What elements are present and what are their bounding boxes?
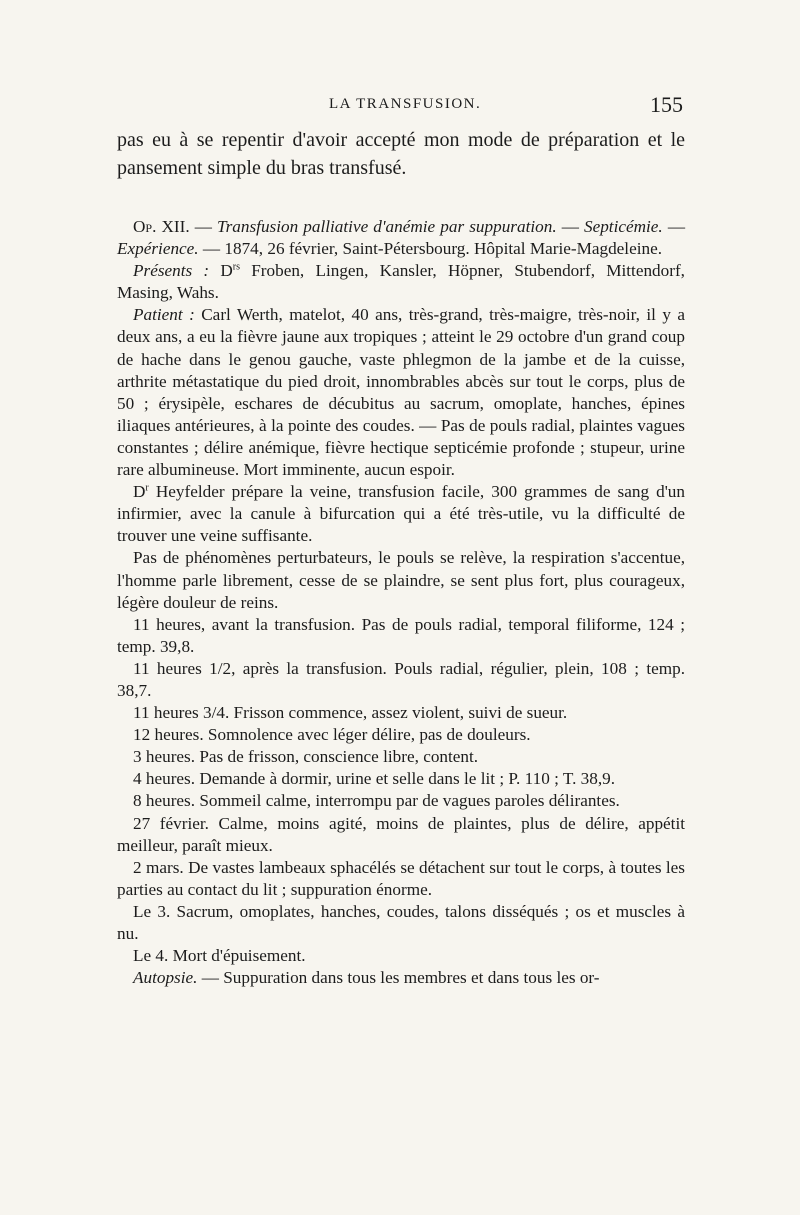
paragraph: Le 3. Sacrum, omoplates, hanches, coudes, talons disséqués ; os et muscles à nu.: [117, 901, 685, 943]
intro-paragraph: [117, 126, 685, 182]
observation-title: Transfusion palliative d'anémie par suppuration.: [217, 217, 557, 236]
paragraph: Le 4. Mort d'épuisement.: [133, 946, 306, 966]
patient-label: Patient :: [133, 305, 195, 325]
patient-text: Carl Werth, matelot, 40 ans, très-grand, très-maigre, très-noir, il y a deux ans, a eu la fièvre jaune aux tropiques ; atteint le 29 octobre d'un grand coup de hache dans le genou gauche, vaste phlegmon de la jambe et de la cuisse, arthrite métastatique du pied droit, innombrables abcès sur tout le corps, plus de 50 ; érysipèle, eschares de décubitus au sacrum, omoplate, hanches, épines iliaques antérieures, à la pointe des coudes. — Pas de pouls radial, plaintes vagues constantes ; délire anémique, fièvre hectique septicémie profonde ; stupeur, urine rare albumineuse. Mort imminente, aucun espoir.: [117, 305, 685, 480]
paragraph: 4 heures. Demande à dormir, urine et selle dans le lit ; P. 110 ; T. 38,9.: [133, 769, 616, 789]
observation-xii: [117, 216, 685, 989]
paragraph: 8 heures. Sommeil calme, interrompu par de vagues paroles délirantes.: [133, 791, 620, 811]
running-title: LA TRANSFUSION.: [329, 96, 482, 112]
paragraph: 11 heures 3/4. Frisson commence, assez violent, suivi de sueur.: [133, 703, 568, 723]
autopsy-text: — Suppuration dans tous les membres et dans tous les or-: [197, 968, 600, 988]
doctor-paragraph: $D^r$ Heyfelder prépare la veine, transfusion facile, 300 grammes de sang d'un infirmier, avec la canule à bifurcation qui a été très-utile, vu la difficulté de trouver une veine suffisante.: [117, 482, 685, 546]
present-paragraph: Présents : $D^{rs}$ Froben, Lingen, Kansler, Höpner, Stubendorf, Mittendorf, Masing, Wahs.: [117, 261, 685, 303]
autopsy-paragraph: [117, 967, 685, 989]
autopsy-label: Autopsie.: [133, 968, 198, 988]
doctor-text: Heyfelder prépare la veine, transfusion facile, 300 grammes de sang d'un infirmier, avec la canule à bifurcation qui a été très-utile, vu la difficulté de trouver une veine suffisante.: [117, 482, 685, 546]
intro-text: pas eu à se repentir d'avoir accepté mon mode de préparation et le pansement simple du bras transfusé.: [117, 129, 685, 179]
page-header: [117, 92, 683, 120]
patient-paragraph: [117, 304, 685, 481]
paragraph: 27 février. Calme, moins agité, moins de plaintes, plus de délire, appétit meilleur, paraît mieux.: [117, 813, 685, 855]
present-names: Froben, Lingen, Kansler, Höpner, Stubendorf, Mittendorf, Masing, Wahs.: [117, 261, 685, 303]
paragraph: 11 heures, avant la transfusion. Pas de pouls radial, temporal filiforme, 124 ; temp. 39,8.: [117, 614, 685, 656]
page-body: [117, 126, 685, 989]
present-label: Présents :: [133, 261, 210, 281]
observation-heading: Op. XII. — Transfusion palliative d'anémie par suppuration. — Septicémie. — Expérience. — 1874, 26 février, Saint-Pétersbourg. Hôpital Marie-Magdeleine.: [117, 217, 686, 259]
paragraph: 11 heures 1/2, après la transfusion. Pouls radial, régulier, plein, 108 ; temp. 38,7.: [117, 658, 685, 700]
paragraph: Pas de phénomènes perturbateurs, le pouls se relève, la respiration s'accentue, l'homme parle librement, cesse de se plaindre, se sent plus fort, plus courageux, légère douleur de reins.: [117, 548, 685, 612]
page-number: 155: [650, 92, 683, 117]
paragraph: 3 heures. Pas de frisson, conscience libre, content.: [133, 747, 479, 767]
observation-subtitle: Septicémie.: [583, 217, 663, 236]
observation-number: Op. XII.: [133, 217, 190, 236]
paragraph: 12 heures. Somnolence avec léger délire, pas de douleurs.: [133, 725, 531, 745]
paragraph: 2 mars. De vastes lambeaux sphacélés se détachent sur tout le corps, à toutes les parties au contact du lit ; suppuration énorme.: [117, 857, 685, 899]
observation-type: Expérience.: [117, 239, 199, 259]
observation-dateline: — 1874, 26 février, Saint-Pétersbourg. Hôpital Marie-Magdeleine.: [198, 239, 663, 259]
